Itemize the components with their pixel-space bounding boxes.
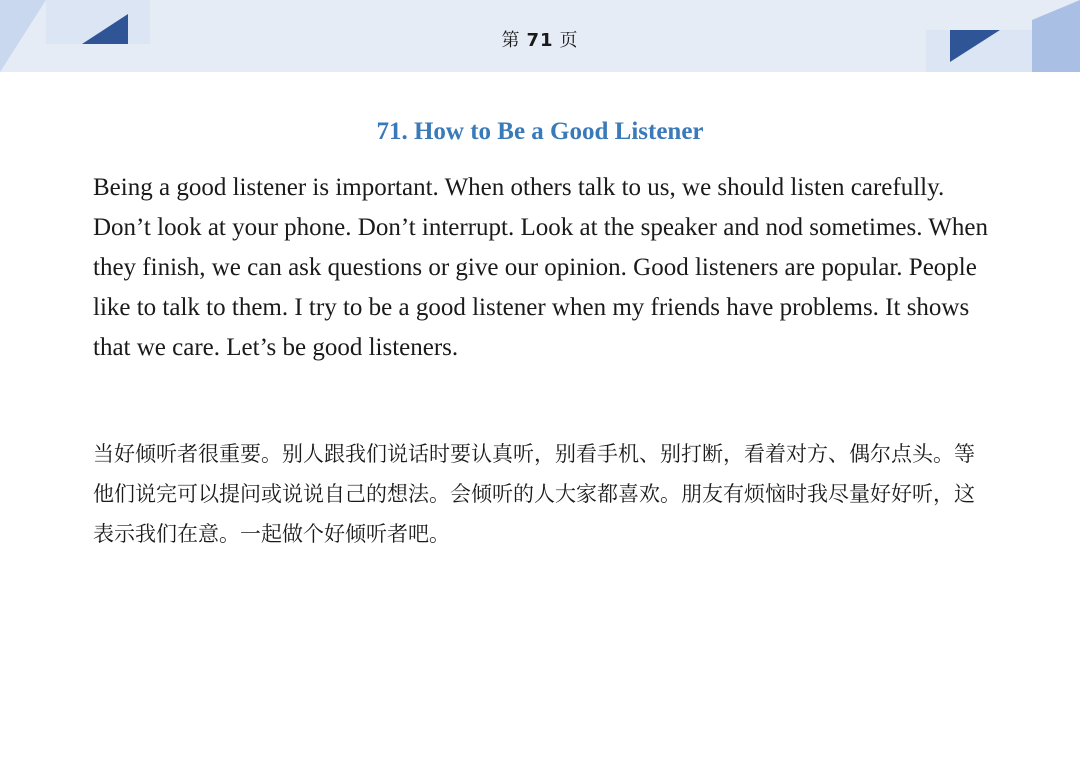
page-prefix: 第 [501, 30, 521, 51]
page-header-band [0, 0, 1080, 72]
page-number: 71 [526, 30, 554, 51]
chinese-paragraph: 当好倾听者很重要。别人跟我们说话时要认真听，别看手机、别打断，看着对方、偶尔点头。等他们说完可以提问或说说自己的想法。会倾听的人大家都喜欢。朋友有烦恼时我尽量好好听，这表示我们在意。一起做个好倾听者吧。 [93, 442, 975, 546]
page-suffix: 页 [559, 30, 579, 51]
page-number-label [0, 26, 1080, 52]
article-title: 71. How to Be a Good Listener [376, 118, 704, 145]
english-paragraph: Being a good listener is important. When others talk to us, we should listen carefully. Don’t look at your phone. Don’t interrupt. Look at the speaker and nod sometimes. When they finish, we can ask questions or give our opinion. Good listeners are popular. People like to talk to them. I try to be a good listener when my friends have problems. It shows that we care. Let’s be good listeners. [93, 174, 988, 361]
